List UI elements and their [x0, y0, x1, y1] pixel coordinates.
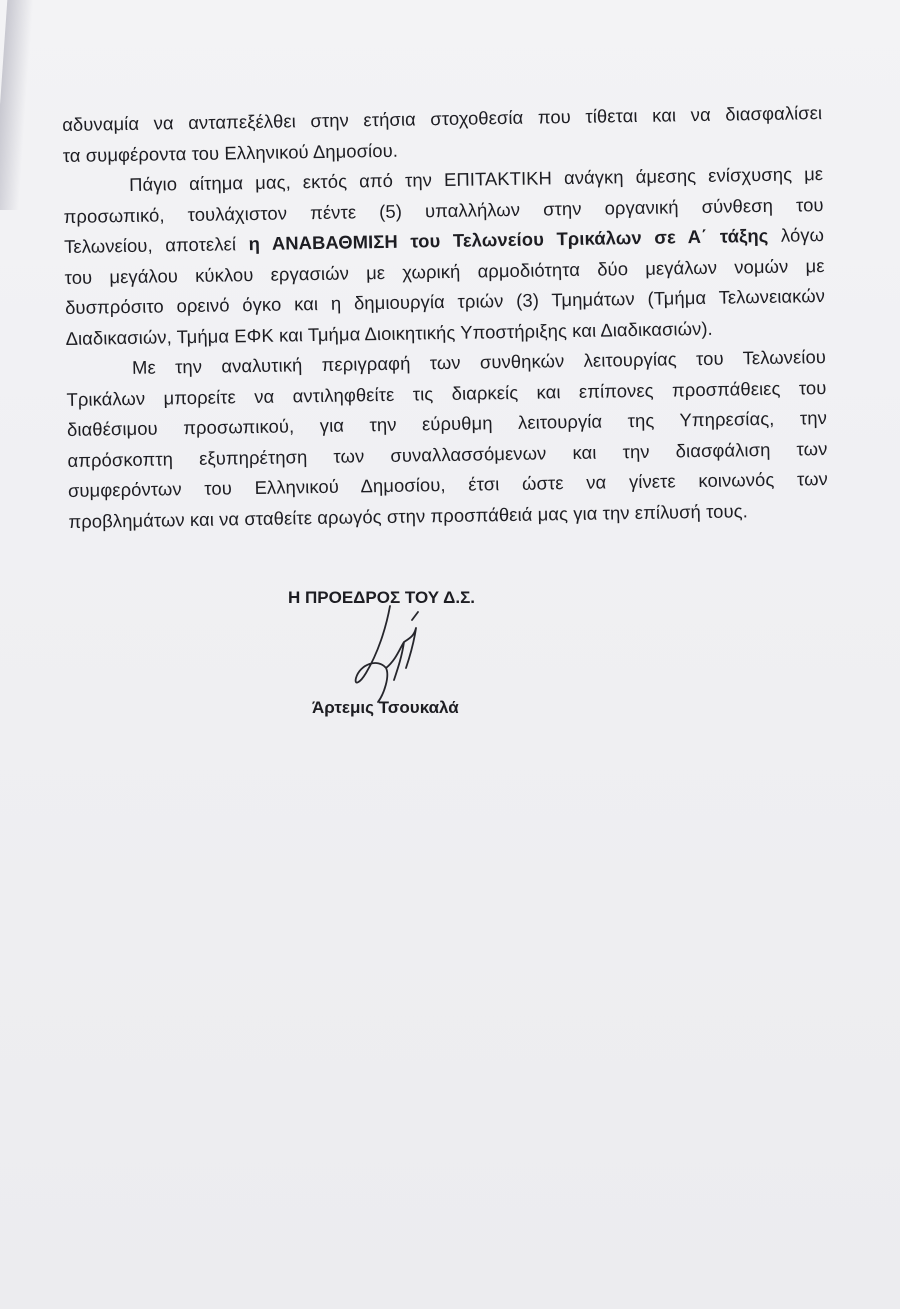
text-line-start: Τελωνείου, αποτελεί [63, 233, 249, 257]
text-line: Διαδικασιών, Τμήμα ΕΦΚ και Τμήμα Διοικητικής Υποστήριξης και Διαδικασιών). [65, 317, 713, 349]
text-line: αδυναμία να ανταπεξέλθει στην ετήσια στοχοθεσία που τίθεται και να διασφαλίσει [62, 102, 823, 135]
signatory-name: Άρτεμις Τσουκαλά [312, 698, 459, 717]
text-line: Με την αναλυτική περιγραφή των συνθηκών λειτουργίας του Τελωνείου [131, 346, 827, 378]
text-line: προσωπικό, τουλάχιστον πέντε (5) υπαλλήλων στην οργανική σύνθεση του [63, 193, 824, 227]
text-line: του μεγάλου κύκλου εργασιών με χωρική αρμοδιότητα δύο μεγάλων νομών με [64, 254, 825, 288]
signatory-title: Η ΠΡΟΕΔΡΟΣ ΤΟΥ Δ.Σ. [288, 588, 476, 607]
text-line: Πάγιο αίτημα μας, εκτός από την ΕΠΙΤΑΚΤΙΚΗ ανάγκη άμεσης ενίσχυσης με [129, 163, 824, 195]
text-line: διαθέσιμου προσωπικού, για την εύρυθμη λειτουργία της Υπηρεσίας, την [66, 407, 828, 440]
text-line: συμφερόντων του Ελληνικού Δημοσίου, έτσι ώστε να γίνετε κοινωνός των [67, 468, 829, 501]
text-line-end: λόγω [768, 224, 825, 246]
text-line: απρόσκοπτη εξυπηρέτηση των συναλλασσόμενων και την διασφάλιση των [67, 437, 828, 471]
signature-block [288, 588, 548, 738]
text-line: Τρικάλων μπορείτε να αντιληφθείτε τις διαρκείς και επίπονες προσπάθειες του [66, 376, 827, 410]
text-line: δυσπρόσιτο ορεινό όγκο και η δημιουργία τριών (3) Τμημάτων (Τμήμα Τελωνειακών [64, 285, 826, 318]
handwritten-signature [348, 598, 438, 708]
letter-body [62, 98, 829, 537]
text-line: τα συμφέροντα του Ελληνικού Δημοσίου. [62, 139, 399, 166]
upgrade-request-emphasis: η ΑΝΑΒΑΘΜΙΣΗ του Τελωνείου Τρικάλων σε Α΄ τάξης [248, 224, 769, 255]
text-line: προβλημάτων και να σταθείτε αρωγός στην προσπάθειά μας για την επίλυσή τους. [68, 499, 749, 532]
